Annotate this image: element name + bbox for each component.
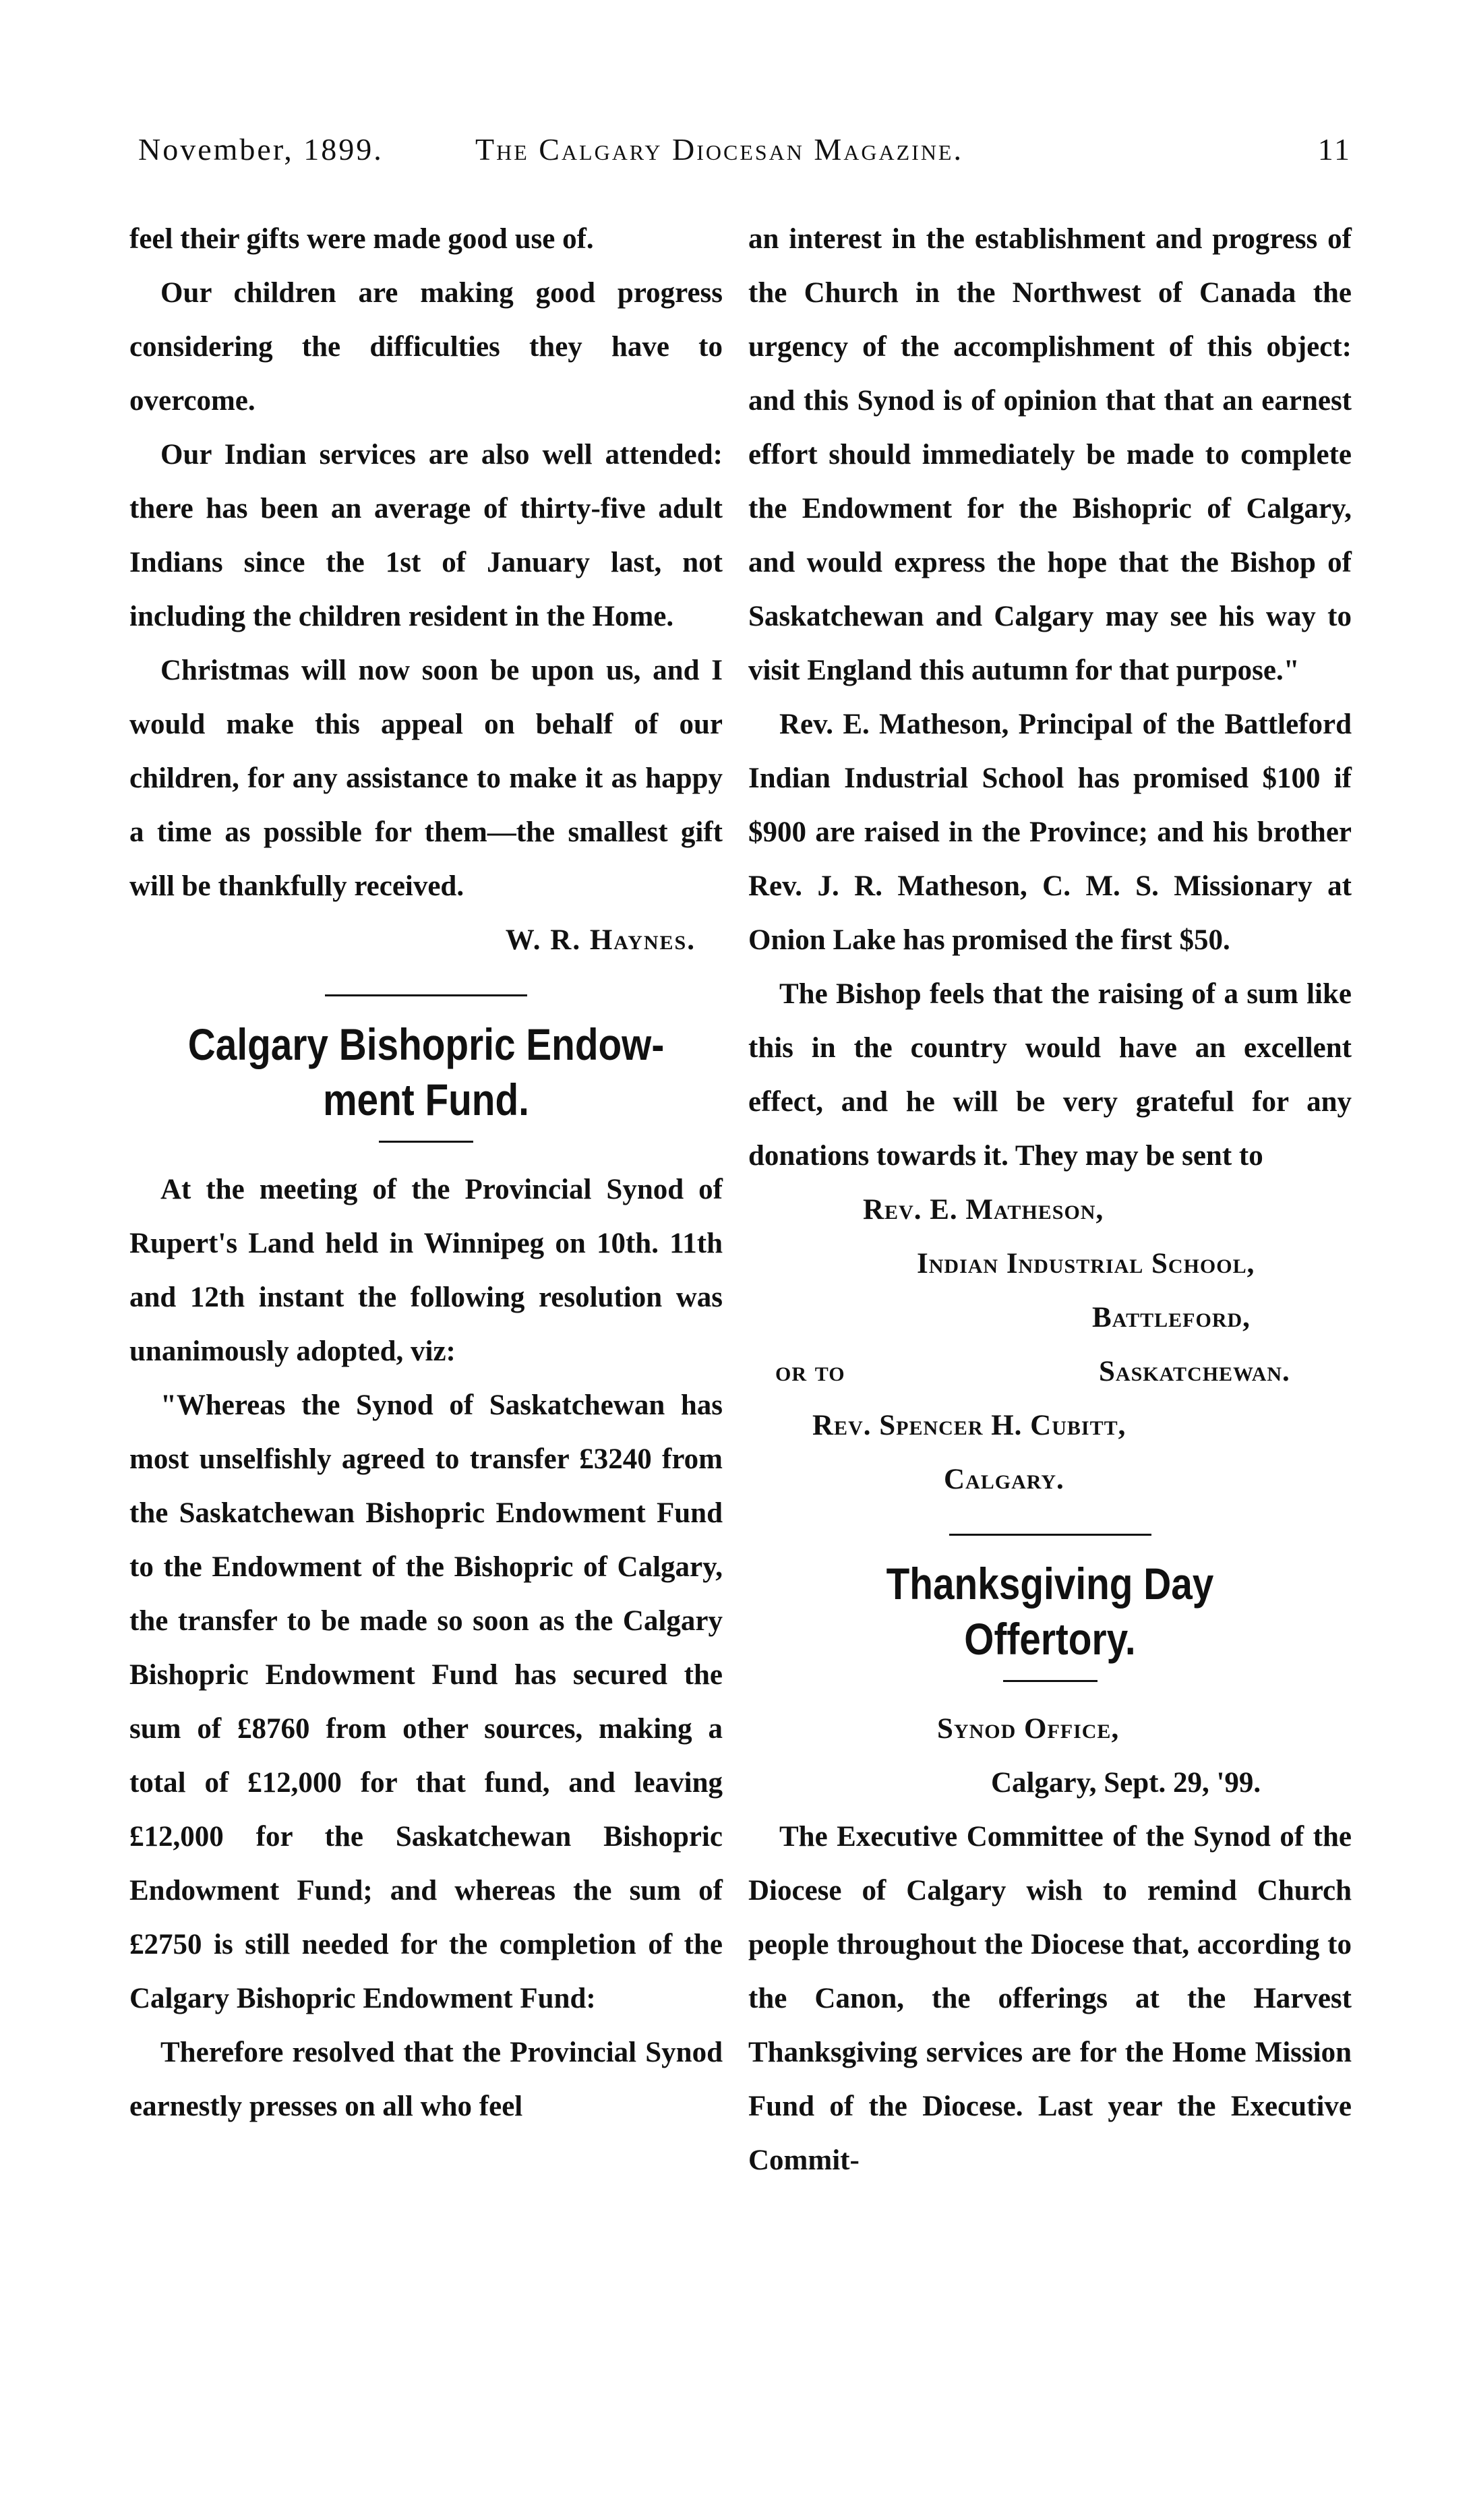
paragraph: an interest in the establishment and progress of the Church in the Northwest of Canada the urgency of the accomplishment of this object: and this Synod is of opinion that that an earnest effort should immediately be made to complete the Endowment for the Bishopric of Calgary, and would express the hope that the Bishop of Saskatchewan and Calgary may see his way to visit England this autumn for that purpose."	[748, 223, 1352, 686]
paragraph: The Bishop feels that the raising of a sum like this in the country would have an excellent effect, and he will be very grateful for any donations towards it. They may be sent to	[748, 978, 1352, 1172]
heading-line: Calgary Bishopric Endow-	[187, 1019, 665, 1069]
left-column	[129, 212, 723, 2134]
right-column	[748, 212, 1352, 2188]
paragraph: Rev. E. Matheson, Principal of the Battleford Indian Industrial School has promised $100 if $900 are raised in the Province; and his brother Rev. J. R. Matheson, C. M. S. Missionary at Onion Lake has promised the first $50.	[748, 709, 1352, 956]
dateline: Synod Office,	[937, 1713, 1120, 1745]
dateline: Calgary, Sept. 29, '99.	[991, 1767, 1261, 1799]
heading-divider	[1003, 1680, 1098, 1682]
signature: W. R. Haynes.	[505, 924, 696, 956]
address-line	[748, 1345, 1352, 1399]
address-line: Calgary.	[944, 1464, 1064, 1495]
paragraph: Our Indian services are also well attended: there has been an average of thirty-five adult Indians since the 1st of January last, not including the children resident in the Home.	[129, 439, 723, 632]
paragraph: The Executive Committee of the Synod of the Diocese of Calgary wish to remind Church people throughout the Diocese that, according to the Canon, the offerings at the Harvest Thanksgiving services are for the Home Mission Fund of the Diocese. Last year the Executive Commit-	[748, 1821, 1352, 2176]
header-title: The Calgary Diocesan Magazine.	[475, 132, 963, 167]
header-date: November, 1899.	[138, 132, 384, 167]
page-number: 11	[1317, 132, 1352, 167]
paragraph: Therefore resolved that the Provincial Synod earnestly presses on all who feel	[129, 2037, 723, 2122]
heading-line: Offertory.	[964, 1614, 1136, 1664]
address-line: Rev. Spencer H. Cubitt,	[812, 1410, 1126, 1441]
address-or: or to	[775, 1356, 845, 1387]
page-header	[138, 131, 1352, 179]
paragraph: feel their gifts were made good use of.	[129, 223, 594, 255]
address-line: Indian Industrial School,	[917, 1248, 1255, 1280]
section-divider	[325, 994, 527, 996]
section-heading	[171, 1017, 682, 1127]
section-heading	[791, 1556, 1310, 1667]
address-line: Battleford,	[1092, 1302, 1251, 1333]
paragraph: At the meeting of the Provincial Synod of Rupert's Land held in Winnipeg on 10th. 11th and 12th instant the following resolution was unanimously adopted, viz:	[129, 1174, 723, 1367]
paragraph: Our children are making good progress considering the difficulties they have to overcome.	[129, 277, 723, 417]
resolution-paragraph: "Whereas the Synod of Saskatchewan has most unselfishly agreed to transfer £3240 from the Saskatchewan Bishopric Endowment Fund to the Endowment of the Bishopric of Calgary, the transfer to be made so soon as the Calgary Bishopric Endowment Fund has secured the sum of £8760 from other sources, making a total of £12,000 for that fund, and leaving £12,000 for the Saskatchewan Bishopric Endowment Fund; and whereas the sum of £2750 is still needed for the completion of the Calgary Bishopric Endowment Fund:	[129, 1389, 723, 2014]
paragraph: Christmas will now soon be upon us, and I would make this appeal on behalf of our children, for any assistance to make it as happy a time as possible for them—the smallest gift will be thankfully received.	[129, 655, 723, 902]
heading-divider	[379, 1141, 473, 1143]
address-line: Rev. E. Matheson,	[863, 1194, 1104, 1226]
address-block	[748, 1183, 1352, 1507]
heading-line: ment Fund.	[323, 1075, 529, 1124]
section-divider	[949, 1534, 1151, 1536]
address-province: Saskatchewan.	[1099, 1356, 1290, 1387]
heading-line: Thanksgiving Day	[886, 1559, 1214, 1609]
